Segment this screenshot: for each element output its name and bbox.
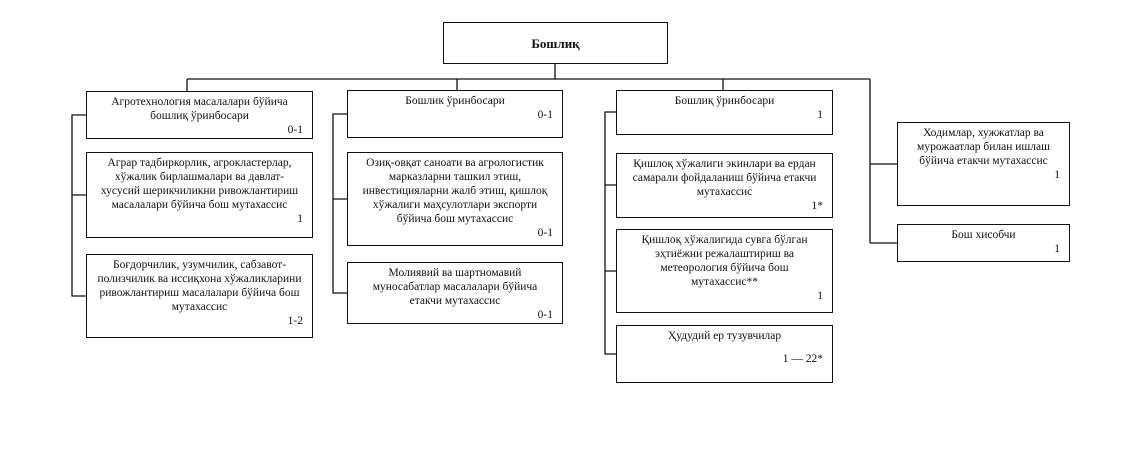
- org-box-count: 1: [817, 109, 823, 121]
- org-box-count: 1: [817, 290, 823, 302]
- org-box-agrar-entrepreneurship-specialist: [86, 152, 313, 238]
- org-box-chief-accountant: [897, 224, 1070, 262]
- org-box-title: Ходимлар, хужжатлар ва мурожаатлар билан ишлаш бўйича етакчи мутахассис: [917, 127, 1050, 167]
- org-box-title: Қишлоқ хўжалигида сувга бўлган эҳтиёжни режалаштириш ва метеорология бўйича бош мутахассис**: [641, 234, 808, 288]
- org-box-count: 1 — 22*: [782, 353, 823, 365]
- org-box-count: 0-1: [537, 309, 553, 321]
- org-box-title: Боғдорчилик, узумчилик, сабзавот-полизчилик ва иссиқхона хўжаликларини ривожлантириш масалалари бўйича бош мутахассис: [97, 259, 302, 313]
- org-box-finance-contracts-specialist: [347, 262, 563, 324]
- org-box-count: 1: [1054, 243, 1060, 255]
- org-box-title: Ҳудудий ер тузувчилар: [667, 330, 782, 342]
- org-box-horticulture-specialist: [86, 254, 313, 338]
- org-box-hr-documents-specialist: [897, 122, 1070, 206]
- org-box-deputy-chief-3: [616, 90, 833, 135]
- org-box-title: Бош хисобчи: [951, 229, 1016, 241]
- org-box-title: Бошлиқ: [531, 35, 580, 51]
- org-box-title: Агротехнология масалалари бўйича бошлиқ ўринбосари: [111, 96, 288, 122]
- org-box-water-meteorology-specialist: [616, 229, 833, 313]
- org-box-count: 1-2: [287, 315, 303, 327]
- org-box-title: Молиявий ва шартномавий муносабатлар масалалари бўйича етакчи мутахассис: [372, 267, 538, 307]
- org-box-title: Бошлиқ ўринбосари: [674, 95, 775, 107]
- org-box-title: Бошлик ўринбосари: [405, 95, 505, 107]
- org-box-count: 0-1: [287, 124, 303, 136]
- org-box-territorial-land-surveyors: [616, 325, 833, 383]
- org-box-count: 0-1: [537, 109, 553, 121]
- org-box-title: Қишлоқ хўжалиги экинлари ва ердан самарали фойдаланиш бўйича етакчи мутахассис: [632, 158, 817, 198]
- org-box-crops-land-use-specialist: [616, 153, 833, 218]
- org-box-deputy-chief-2: [347, 90, 563, 138]
- org-box-food-industry-specialist: [347, 152, 563, 246]
- org-box-count: 1: [1054, 169, 1060, 181]
- org-box-count: 0-1: [537, 227, 553, 239]
- org-box-chief: [443, 22, 668, 64]
- org-box-agrotech-deputy: [86, 91, 313, 139]
- org-box-count: 1*: [811, 200, 823, 212]
- org-box-title: Аграр тадбиркорлик, агрокластерлар, хўжалик бирлашмалари ва давлат-хусусий шерикчиликни ривожлантириш масалалари бўйича бош мутахассис: [100, 157, 299, 211]
- org-box-title: Озиқ-овқат саноати ва агрологистик марказларни ташкил этиш, инвестицияларни жалб этиш, қишлоқ хўжалиги маҳсулотлари экспорти бўйича бош мутахассис: [362, 157, 548, 225]
- org-box-count: 1: [297, 213, 303, 225]
